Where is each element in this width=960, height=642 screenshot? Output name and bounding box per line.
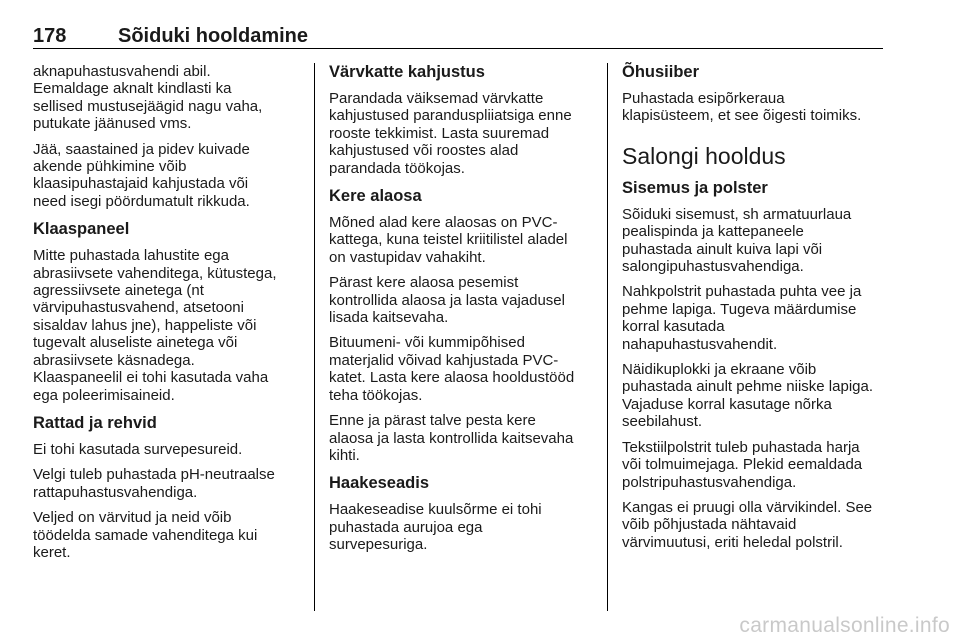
column-divider-2 — [607, 63, 608, 611]
paragraph: Bituumeni- või kummipõhised materjalid võivad kahjustada PVC- katet. Lasta kere alaosa hooldustööd teha töökojas. — [329, 334, 575, 404]
heading-varvkatte-kahjustus: Värvkatte kahjustus — [329, 63, 485, 81]
heading-haakeseadis: Haakeseadis — [329, 474, 429, 493]
heading-kere-alaosa: Kere alaosa — [329, 187, 422, 206]
paragraph: Nahkpolstrit puhastada puhta vee ja pehme lapiga. Tugeva määrdumise korral kasutada nahapuhastusvahendit. — [622, 283, 862, 353]
paragraph: Mõned alad kere alaosas on PVC- kattega, kuna teistel kriitilistel aladel on vastupidav vahakiht. — [329, 214, 568, 266]
heading-klaaspaneel: Klaaspaneel — [33, 220, 130, 239]
heading-ohusiiber: Õhusiiber — [622, 63, 700, 81]
heading-salongi-hooldus: Salongi hooldus — [622, 142, 786, 169]
paragraph: Näidikuplokki ja ekraane võib puhastada ainult pehme niiske lapiga. Vajaduse korral kasutage nõrka seebilahust. — [622, 361, 874, 431]
paragraph: Veljed on värvitud ja neid võib töödelda samade vahenditega kui keret. — [33, 509, 258, 561]
paragraph: Pärast kere alaosa pesemist kontrollida alaosa ja lasta vajadusel lisada kaitsevaha. — [329, 274, 565, 327]
column-1 — [33, 63, 301, 569]
paragraph: Sõiduki sisemust, sh armatuurlaua pealispinda ja kattepaneele puhastada ainult kuiva lapi või salongipuhastusvahendiga. — [622, 205, 852, 276]
page-title: Sõiduki hooldamine — [118, 25, 309, 47]
paragraph: Velgi tuleb puhastada pH-neutraalse rattapuhastusvahendiga. — [33, 466, 275, 501]
heading-sisemus-ja-polster: Sisemus ja polster — [622, 178, 768, 197]
paragraph: Tekstiilpolstrit tuleb puhastada harja või tolmuimejaga. Plekid eemaldada polstripuhastusvahendiga. — [622, 438, 863, 491]
page-header — [33, 26, 883, 49]
column-divider-1 — [314, 63, 315, 611]
watermark: carmanualsonline.info — [739, 614, 950, 637]
column-3 — [622, 63, 890, 559]
heading-rattad-ja-rehvid: Rattad ja rehvid — [33, 413, 157, 432]
paragraph: Jää, saastained ja pidev kuivade akende pühkimine võib klaasipuhastajaid kahjustada või need isegi pöördumatult rikkuda. — [33, 140, 250, 210]
paragraph: Enne ja pärast talve pesta kere alaosa ja lasta kontrollida kaitsevaha kihti. — [329, 412, 574, 464]
paragraph: Parandada väiksemad värvkatte kahjustused paranduspliiatsiga enne rooste tekkimist. Lasta suuremad kahjustused või roostes alad parandada töökojas. — [329, 90, 572, 177]
paragraph: aknapuhastusvahendi abil. Eemaldage aknalt kindlasti ka sellised mustusejäägid nagu vaha, putukate jäänused vms. — [33, 63, 263, 133]
paragraph: Mitte puhastada lahustite ega abrasiivsete vahenditega, kütustega, agressiivsete ainetega (nt värvipuhastusvahend, atsetooni sisaldav lahus jne), happeliste või tugevalt aluseliste ainetega või abrasiivsete käsnadega. Klaaspaneelil ei tohi kasutada vaha ega poleerimisaineid. — [33, 247, 277, 404]
paragraph: Kangas ei pruugi olla värvikindel. See võib põhjustada nähtavaid värvimuutusi, eriti heledal polstril. — [622, 498, 873, 551]
paragraph: Puhastada esipõrkeraua klapisüsteem, et see õigesti toimiks. — [622, 90, 862, 125]
page-number: 178 — [33, 25, 67, 47]
column-2 — [329, 63, 597, 562]
paragraph: Ei tohi kasutada survepesureid. — [33, 440, 243, 458]
paragraph: Haakeseadise kuulsõrme ei tohi puhastada aurujoa ega survepesuriga. — [329, 501, 542, 554]
